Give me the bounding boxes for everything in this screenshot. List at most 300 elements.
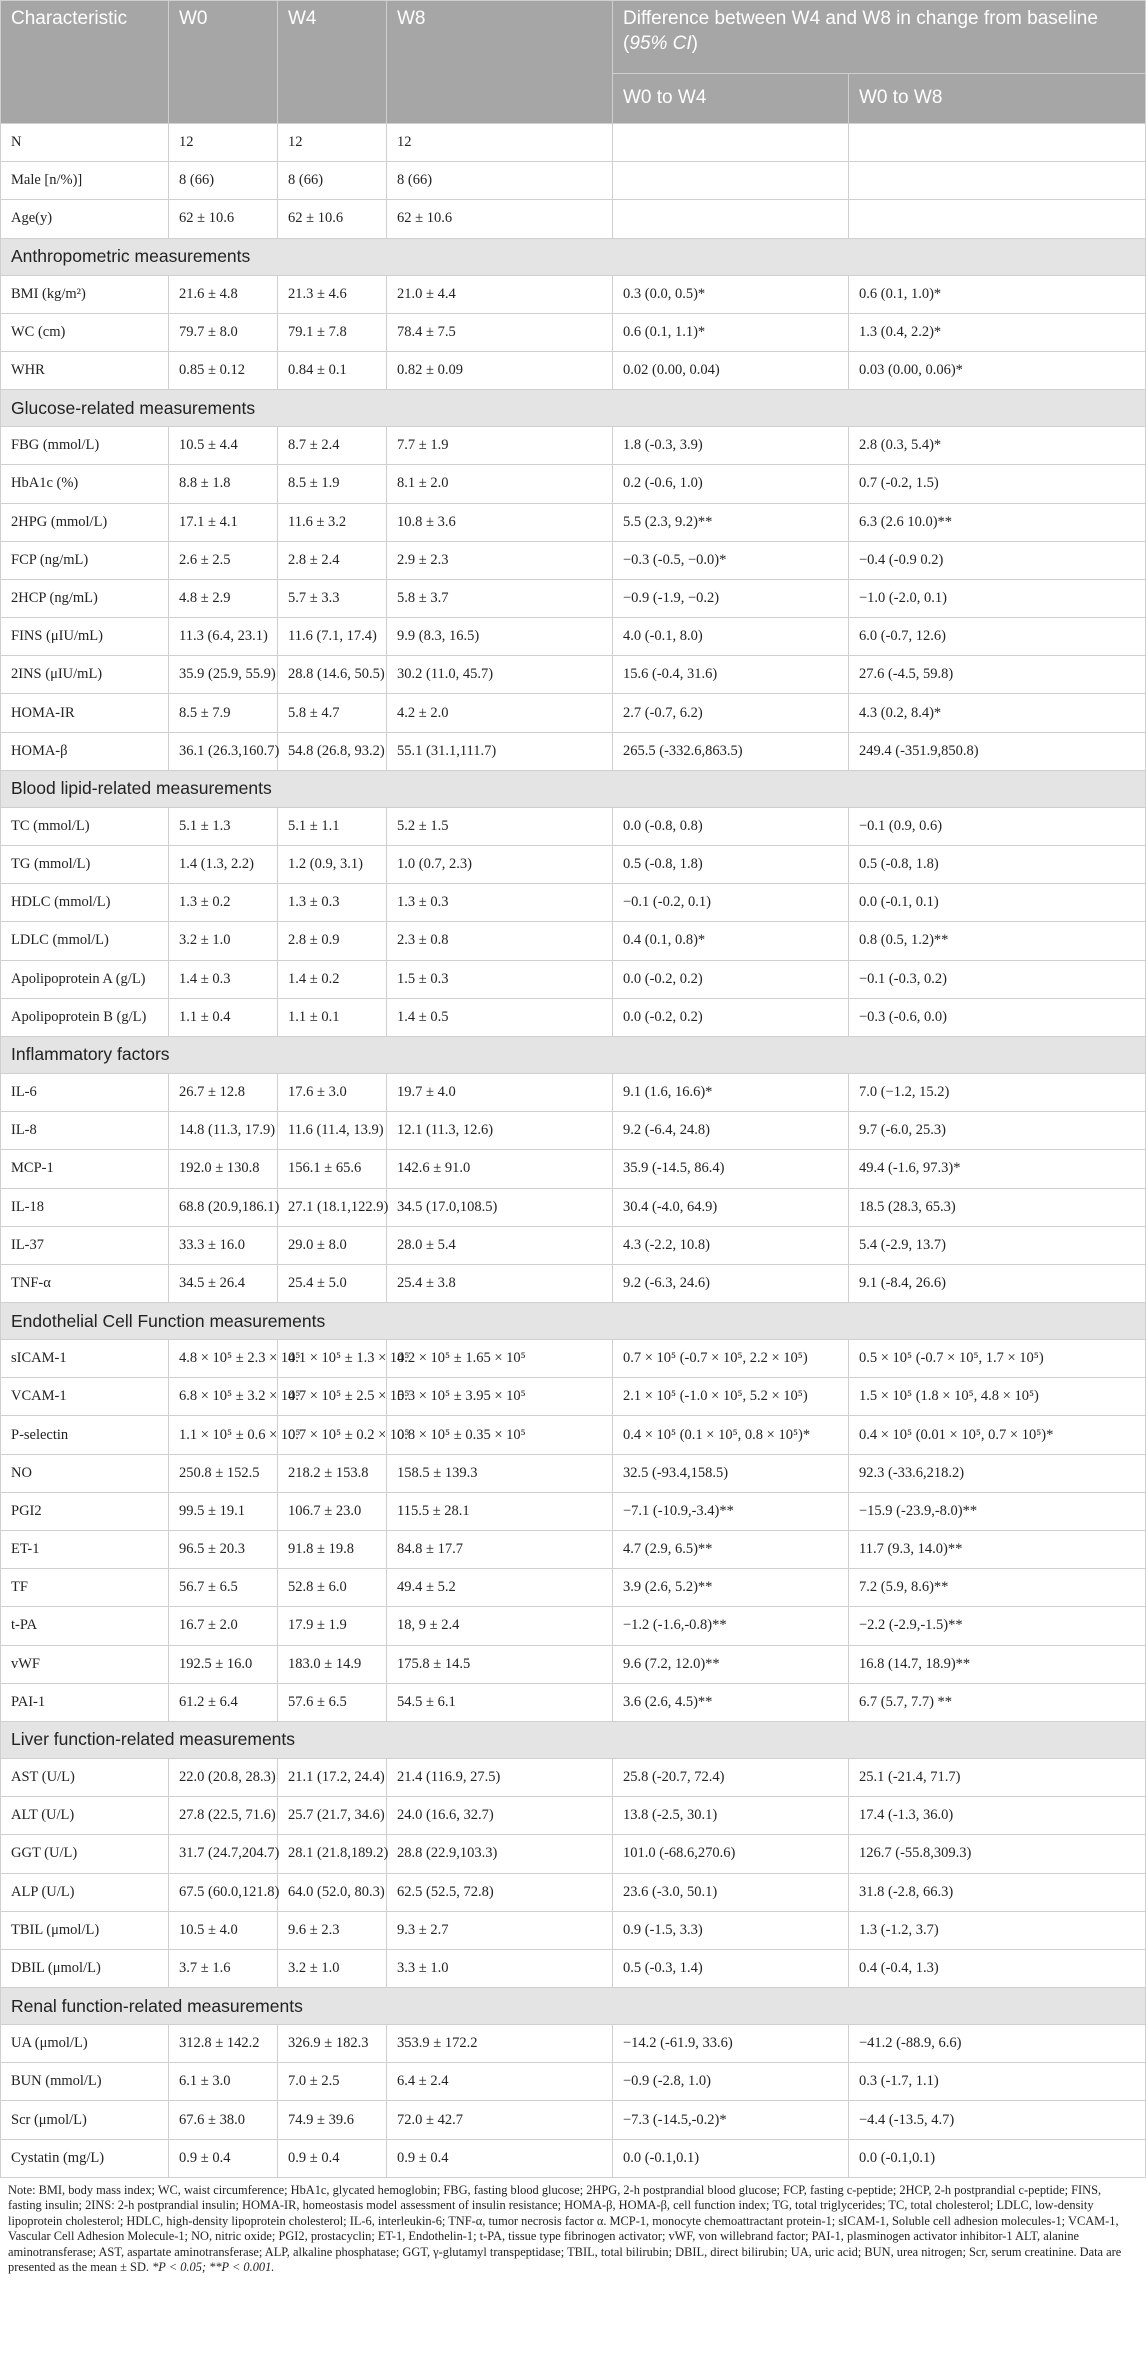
cell-w4: 27.1 (18.1,122.9) <box>278 1188 387 1226</box>
cell-w8: 9.3 ± 2.7 <box>387 1911 613 1949</box>
cell-w4: 5.1 ± 1.1 <box>278 807 387 845</box>
cell-characteristic: BUN (mmol/L) <box>1 2063 169 2101</box>
cell-w0-to-w4: −0.1 (-0.2, 0.1) <box>613 884 849 922</box>
cell-w4: 156.1 ± 65.6 <box>278 1150 387 1188</box>
cell-w4: 3.2 ± 1.0 <box>278 1949 387 1987</box>
cell-w0-to-w8: 5.4 (-2.9, 13.7) <box>849 1226 1146 1264</box>
cell-w8: 4.2 × 10⁵ ± 1.65 × 10⁵ <box>387 1340 613 1378</box>
cell-w0-to-w8 <box>849 162 1146 200</box>
header-characteristic: Characteristic <box>1 1 169 124</box>
cell-w0-to-w8: −41.2 (-88.9, 6.6) <box>849 2025 1146 2063</box>
cell-w0-to-w4 <box>613 124 849 162</box>
section-title: Blood lipid-related measurements <box>1 770 1146 807</box>
cell-w4: 25.4 ± 5.0 <box>278 1264 387 1302</box>
cell-w0-to-w4: 9.1 (1.6, 16.6)* <box>613 1073 849 1111</box>
cell-w0: 1.1 × 10⁵ ± 0.6 × 10⁵ <box>169 1416 278 1454</box>
cell-w4: 183.0 ± 14.9 <box>278 1645 387 1683</box>
cell-characteristic: vWF <box>1 1645 169 1683</box>
cell-characteristic: IL-18 <box>1 1188 169 1226</box>
table-row <box>1 884 1146 922</box>
cell-w8: 5.8 ± 3.7 <box>387 579 613 617</box>
cell-w8: 54.5 ± 6.1 <box>387 1683 613 1721</box>
cell-w8: 1.4 ± 0.5 <box>387 998 613 1036</box>
cell-w4: 17.9 ± 1.9 <box>278 1607 387 1645</box>
section-header <box>1 1303 1146 1340</box>
cell-w8: 28.0 ± 5.4 <box>387 1226 613 1264</box>
cell-w4: 218.2 ± 153.8 <box>278 1454 387 1492</box>
cell-w0: 4.8 × 10⁵ ± 2.3 × 10⁵ <box>169 1340 278 1378</box>
table-row <box>1 1340 1146 1378</box>
cell-characteristic: ALP (U/L) <box>1 1873 169 1911</box>
cell-w0: 12 <box>169 124 278 162</box>
cell-w0-to-w4: −7.1 (-10.9,-3.4)** <box>613 1492 849 1530</box>
cell-w0-to-w4: 35.9 (-14.5, 86.4) <box>613 1150 849 1188</box>
cell-w4: 62 ± 10.6 <box>278 200 387 238</box>
cell-w0-to-w8: 16.8 (14.7, 18.9)** <box>849 1645 1146 1683</box>
cell-w8: 34.5 (17.0,108.5) <box>387 1188 613 1226</box>
header-ci: 95% CI <box>629 32 692 54</box>
cell-w0-to-w8 <box>849 124 1146 162</box>
cell-w0: 33.3 ± 16.0 <box>169 1226 278 1264</box>
cell-w0: 35.9 (25.9, 55.9) <box>169 656 278 694</box>
cell-w0-to-w4: 4.0 (-0.1, 8.0) <box>613 618 849 656</box>
cell-w0-to-w8 <box>849 200 1146 238</box>
table-header <box>1 1 1146 124</box>
cell-w8: 3.3 ± 1.0 <box>387 1949 613 1987</box>
cell-w0-to-w8: 0.8 (0.5, 1.2)** <box>849 922 1146 960</box>
cell-w0-to-w4: 265.5 (-332.6,863.5) <box>613 732 849 770</box>
cell-w0-to-w4: 2.1 × 10⁵ (-1.0 × 10⁵, 5.2 × 10⁵) <box>613 1378 849 1416</box>
table-row <box>1 2025 1146 2063</box>
cell-w0-to-w8: 0.6 (0.1, 1.0)* <box>849 275 1146 313</box>
header-difference: Difference between W4 and W8 in change from baseline (95% CI) <box>613 1 1146 74</box>
cell-w0-to-w4: −0.3 (-0.5, −0.0)* <box>613 541 849 579</box>
cell-characteristic: Cystatin (mg/L) <box>1 2139 169 2177</box>
table-row <box>1 1264 1146 1302</box>
table-row <box>1 1835 1146 1873</box>
cell-w0: 27.8 (22.5, 71.6) <box>169 1797 278 1835</box>
cell-w0-to-w8: 2.8 (0.3, 5.4)* <box>849 427 1146 465</box>
cell-w0: 192.5 ± 16.0 <box>169 1645 278 1683</box>
cell-w0: 17.1 ± 4.1 <box>169 503 278 541</box>
cell-w0-to-w4: 0.0 (-0.1,0.1) <box>613 2139 849 2177</box>
cell-w4: 52.8 ± 6.0 <box>278 1569 387 1607</box>
cell-characteristic: AST (U/L) <box>1 1758 169 1796</box>
cell-w8: 1.3 ± 0.3 <box>387 884 613 922</box>
cell-characteristic: WC (cm) <box>1 313 169 351</box>
cell-characteristic: IL-6 <box>1 1073 169 1111</box>
cell-w4: 8 (66) <box>278 162 387 200</box>
cell-w0-to-w8: 6.0 (-0.7, 12.6) <box>849 618 1146 656</box>
cell-w4: 4.7 × 10⁵ ± 2.5 × 10⁵ <box>278 1378 387 1416</box>
cell-w0-to-w8: 25.1 (-21.4, 71.7) <box>849 1758 1146 1796</box>
cell-w8: 142.6 ± 91.0 <box>387 1150 613 1188</box>
cell-w8: 0.9 ± 0.4 <box>387 2139 613 2177</box>
cell-characteristic: WHR <box>1 351 169 389</box>
cell-characteristic: GGT (U/L) <box>1 1835 169 1873</box>
cell-w4: 25.7 (21.7, 34.6) <box>278 1797 387 1835</box>
table-row <box>1 579 1146 617</box>
cell-characteristic: FINS (μIU/mL) <box>1 618 169 656</box>
cell-characteristic: Age(y) <box>1 200 169 238</box>
cell-characteristic: IL-37 <box>1 1226 169 1264</box>
cell-characteristic: MCP-1 <box>1 1150 169 1188</box>
table-row <box>1 1150 1146 1188</box>
cell-w0-to-w8: 9.7 (-6.0, 25.3) <box>849 1112 1146 1150</box>
cell-w0: 96.5 ± 20.3 <box>169 1531 278 1569</box>
table-row <box>1 1607 1146 1645</box>
section-header <box>1 1721 1146 1758</box>
cell-w0: 21.6 ± 4.8 <box>169 275 278 313</box>
table-row <box>1 1797 1146 1835</box>
cell-w8: 78.4 ± 7.5 <box>387 313 613 351</box>
table-row <box>1 1073 1146 1111</box>
cell-w0-to-w4: −0.9 (-2.8, 1.0) <box>613 2063 849 2101</box>
cell-characteristic: VCAM-1 <box>1 1378 169 1416</box>
cell-w0-to-w8: 1.3 (0.4, 2.2)* <box>849 313 1146 351</box>
section-header <box>1 1036 1146 1073</box>
section-header <box>1 390 1146 427</box>
cell-w4: 79.1 ± 7.8 <box>278 313 387 351</box>
cell-w0: 36.1 (26.3,160.7) <box>169 732 278 770</box>
cell-w0: 3.2 ± 1.0 <box>169 922 278 960</box>
table-row <box>1 465 1146 503</box>
cell-w4: 17.6 ± 3.0 <box>278 1073 387 1111</box>
cell-w0-to-w4: 5.5 (2.3, 9.2)** <box>613 503 849 541</box>
cell-w0: 4.8 ± 2.9 <box>169 579 278 617</box>
cell-w4: 0.9 ± 0.4 <box>278 2139 387 2177</box>
cell-w0-to-w4: 0.0 (-0.2, 0.2) <box>613 998 849 1036</box>
table-row <box>1 162 1146 200</box>
cell-w0-to-w8: −0.1 (-0.3, 0.2) <box>849 960 1146 998</box>
cell-w0-to-w4: 23.6 (-3.0, 50.1) <box>613 1873 849 1911</box>
cell-w0-to-w8: 6.3 (2.6 10.0)** <box>849 503 1146 541</box>
cell-w0-to-w4: 0.4 × 10⁵ (0.1 × 10⁵, 0.8 × 10⁵)* <box>613 1416 849 1454</box>
cell-w8: 7.7 ± 1.9 <box>387 427 613 465</box>
cell-w0-to-w8: −2.2 (-2.9,-1.5)** <box>849 1607 1146 1645</box>
cell-w8: 19.7 ± 4.0 <box>387 1073 613 1111</box>
section-title: Inflammatory factors <box>1 1036 1146 1073</box>
cell-w8: 55.1 (31.1,111.7) <box>387 732 613 770</box>
section-header <box>1 1988 1146 2025</box>
table-row <box>1 427 1146 465</box>
table-row <box>1 1911 1146 1949</box>
cell-w4: 11.6 (7.1, 17.4) <box>278 618 387 656</box>
cell-w0-to-w4: 0.7 × 10⁵ (-0.7 × 10⁵, 2.2 × 10⁵) <box>613 1340 849 1378</box>
cell-w4: 21.1 (17.2, 24.4) <box>278 1758 387 1796</box>
cell-w8: 1.5 ± 0.3 <box>387 960 613 998</box>
cell-w0-to-w4: 15.6 (-0.4, 31.6) <box>613 656 849 694</box>
section-header <box>1 770 1146 807</box>
cell-w0-to-w4: 30.4 (-4.0, 64.9) <box>613 1188 849 1226</box>
cell-characteristic: NO <box>1 1454 169 1492</box>
cell-w8: 62 ± 10.6 <box>387 200 613 238</box>
cell-w0-to-w8: 92.3 (-33.6,218.2) <box>849 1454 1146 1492</box>
cell-characteristic: N <box>1 124 169 162</box>
cell-w8: 8 (66) <box>387 162 613 200</box>
cell-w4: 1.3 ± 0.3 <box>278 884 387 922</box>
cell-characteristic: P-selectin <box>1 1416 169 1454</box>
cell-w0: 2.6 ± 2.5 <box>169 541 278 579</box>
cell-w0-to-w8: 0.03 (0.00, 0.06)* <box>849 351 1146 389</box>
footnote-p1: *P < 0.05; <box>152 2260 207 2275</box>
cell-characteristic: IL-8 <box>1 1112 169 1150</box>
cell-w0: 312.8 ± 142.2 <box>169 2025 278 2063</box>
cell-w4: 326.9 ± 182.3 <box>278 2025 387 2063</box>
cell-w8: 8.1 ± 2.0 <box>387 465 613 503</box>
section-title: Anthropometric measurements <box>1 238 1146 275</box>
table-row <box>1 1188 1146 1226</box>
table-row <box>1 313 1146 351</box>
cell-w8: 21.4 (116.9, 27.5) <box>387 1758 613 1796</box>
cell-w0: 68.8 (20.9,186.1) <box>169 1188 278 1226</box>
table-row <box>1 1569 1146 1607</box>
section-header <box>1 238 1146 275</box>
cell-w0-to-w4: 4.7 (2.9, 6.5)** <box>613 1531 849 1569</box>
cell-w4: 11.6 ± 3.2 <box>278 503 387 541</box>
cell-w8: 72.0 ± 42.7 <box>387 2101 613 2139</box>
cell-w0: 8.5 ± 7.9 <box>169 694 278 732</box>
cell-w8: 175.8 ± 14.5 <box>387 1645 613 1683</box>
cell-w4: 1.4 ± 0.2 <box>278 960 387 998</box>
cell-w0: 61.2 ± 6.4 <box>169 1683 278 1721</box>
cell-w8: 2.9 ± 2.3 <box>387 541 613 579</box>
cell-w0-to-w4: −0.9 (-1.9, −0.2) <box>613 579 849 617</box>
cell-w0-to-w4: −7.3 (-14.5,-0.2)* <box>613 2101 849 2139</box>
cell-w0-to-w4: 13.8 (-2.5, 30.1) <box>613 1797 849 1835</box>
cell-w8: 62.5 (52.5, 72.8) <box>387 1873 613 1911</box>
table-row <box>1 503 1146 541</box>
cell-w0-to-w4: 9.2 (-6.4, 24.8) <box>613 1112 849 1150</box>
cell-w0-to-w8: 6.7 (5.7, 7.7) ** <box>849 1683 1146 1721</box>
cell-w8: 1.0 (0.7, 2.3) <box>387 846 613 884</box>
cell-w8: 5.2 ± 1.5 <box>387 807 613 845</box>
table-row <box>1 1758 1146 1796</box>
cell-characteristic: HOMA-IR <box>1 694 169 732</box>
table-row <box>1 2139 1146 2177</box>
cell-w4: 74.9 ± 39.6 <box>278 2101 387 2139</box>
table-row <box>1 732 1146 770</box>
cell-characteristic: 2HCP (ng/mL) <box>1 579 169 617</box>
cell-w0: 0.85 ± 0.12 <box>169 351 278 389</box>
table-row <box>1 656 1146 694</box>
cell-w0-to-w8: 7.2 (5.9, 8.6)** <box>849 1569 1146 1607</box>
cell-w0: 99.5 ± 19.1 <box>169 1492 278 1530</box>
cell-w8: 2.3 ± 0.8 <box>387 922 613 960</box>
cell-w0-to-w4: 0.4 (0.1, 0.8)* <box>613 922 849 960</box>
cell-characteristic: TNF-α <box>1 1264 169 1302</box>
cell-w4: 64.0 (52.0, 80.3) <box>278 1873 387 1911</box>
cell-characteristic: Apolipoprotein A (g/L) <box>1 960 169 998</box>
table-row <box>1 846 1146 884</box>
cell-w8: 49.4 ± 5.2 <box>387 1569 613 1607</box>
cell-w0-to-w4: 0.3 (0.0, 0.5)* <box>613 275 849 313</box>
cell-w8: 12 <box>387 124 613 162</box>
cell-w4: 12 <box>278 124 387 162</box>
table-row <box>1 1645 1146 1683</box>
cell-w0-to-w4: 25.8 (-20.7, 72.4) <box>613 1758 849 1796</box>
cell-w0-to-w4: 101.0 (-68.6,270.6) <box>613 1835 849 1873</box>
table-row <box>1 1683 1146 1721</box>
cell-w0-to-w8: 27.6 (-4.5, 59.8) <box>849 656 1146 694</box>
table-row <box>1 1226 1146 1264</box>
section-title: Liver function-related measurements <box>1 1721 1146 1758</box>
table-row <box>1 541 1146 579</box>
cell-w4: 9.6 ± 2.3 <box>278 1911 387 1949</box>
table-footnote <box>0 2178 1145 2276</box>
table-row <box>1 694 1146 732</box>
cell-w0-to-w8: −0.4 (-0.9 0.2) <box>849 541 1146 579</box>
cell-w0-to-w4 <box>613 200 849 238</box>
cell-characteristic: LDLC (mmol/L) <box>1 922 169 960</box>
cell-w0: 1.4 (1.3, 2.2) <box>169 846 278 884</box>
cell-w8: 0.8 × 10⁵ ± 0.35 × 10⁵ <box>387 1416 613 1454</box>
cell-w0-to-w4: 3.6 (2.6, 4.5)** <box>613 1683 849 1721</box>
cell-w0-to-w8: 249.4 (-351.9,850.8) <box>849 732 1146 770</box>
cell-characteristic: BMI (kg/m²) <box>1 275 169 313</box>
cell-w8: 115.5 ± 28.1 <box>387 1492 613 1530</box>
cell-w4: 8.7 ± 2.4 <box>278 427 387 465</box>
cell-w0-to-w4: 32.5 (-93.4,158.5) <box>613 1454 849 1492</box>
cell-characteristic: t-PA <box>1 1607 169 1645</box>
table-row <box>1 922 1146 960</box>
table-row <box>1 1378 1146 1416</box>
cell-w8: 24.0 (16.6, 32.7) <box>387 1797 613 1835</box>
table-row <box>1 618 1146 656</box>
cell-characteristic: PAI-1 <box>1 1683 169 1721</box>
cell-w8: 10.8 ± 3.6 <box>387 503 613 541</box>
cell-w0: 31.7 (24.7,204.7) <box>169 1835 278 1873</box>
table-row <box>1 1492 1146 1530</box>
table-row <box>1 1454 1146 1492</box>
cell-w0: 8.8 ± 1.8 <box>169 465 278 503</box>
header-difference-label: Difference between W4 and W8 in change from baseline <box>623 8 1098 29</box>
cell-w0: 8 (66) <box>169 162 278 200</box>
cell-w4: 1.2 (0.9, 3.1) <box>278 846 387 884</box>
cell-w4: 1.1 ± 0.1 <box>278 998 387 1036</box>
table-row <box>1 1531 1146 1569</box>
cell-characteristic: HbA1c (%) <box>1 465 169 503</box>
cell-w0-to-w8: −1.0 (-2.0, 0.1) <box>849 579 1146 617</box>
cell-w0-to-w4: 0.02 (0.00, 0.04) <box>613 351 849 389</box>
section-title: Glucose-related measurements <box>1 390 1146 427</box>
cell-w0-to-w4: 4.3 (-2.2, 10.8) <box>613 1226 849 1264</box>
cell-w0-to-w8: 1.3 (-1.2, 3.7) <box>849 1911 1146 1949</box>
cell-characteristic: DBIL (μmol/L) <box>1 1949 169 1987</box>
cell-w0: 16.7 ± 2.0 <box>169 1607 278 1645</box>
cell-w0: 6.8 × 10⁵ ± 3.2 × 10⁵ <box>169 1378 278 1416</box>
header-w0: W0 <box>169 1 278 124</box>
cell-w0-to-w4: 1.8 (-0.3, 3.9) <box>613 427 849 465</box>
cell-w8: 0.82 ± 0.09 <box>387 351 613 389</box>
cell-w4: 28.1 (21.8,189.2) <box>278 1835 387 1873</box>
cell-w0-to-w8: 18.5 (28.3, 65.3) <box>849 1188 1146 1226</box>
header-w0-to-w4: W0 to W4 <box>613 74 849 124</box>
cell-w0-to-w8: −4.4 (-13.5, 4.7) <box>849 2101 1146 2139</box>
cell-w4: 106.7 ± 23.0 <box>278 1492 387 1530</box>
cell-w0-to-w4: 0.0 (-0.2, 0.2) <box>613 960 849 998</box>
cell-w0: 11.3 (6.4, 23.1) <box>169 618 278 656</box>
cell-characteristic: PGI2 <box>1 1492 169 1530</box>
cell-w8: 5.3 × 10⁵ ± 3.95 × 10⁵ <box>387 1378 613 1416</box>
cell-w0: 62 ± 10.6 <box>169 200 278 238</box>
table-row <box>1 998 1146 1036</box>
cell-w0-to-w8: 4.3 (0.2, 8.4)* <box>849 694 1146 732</box>
cell-w8: 9.9 (8.3, 16.5) <box>387 618 613 656</box>
cell-w4: 4.1 × 10⁵ ± 1.3 × 10⁵ <box>278 1340 387 1378</box>
cell-characteristic: ALT (U/L) <box>1 1797 169 1835</box>
cell-characteristic: HOMA-β <box>1 732 169 770</box>
table-row <box>1 1949 1146 1987</box>
cell-w4: 28.8 (14.6, 50.5) <box>278 656 387 694</box>
cell-w4: 2.8 ± 2.4 <box>278 541 387 579</box>
cell-w0-to-w4: 2.7 (-0.7, 6.2) <box>613 694 849 732</box>
cell-w8: 21.0 ± 4.4 <box>387 275 613 313</box>
cell-characteristic: UA (μmol/L) <box>1 2025 169 2063</box>
cell-w0: 67.5 (60.0,121.8) <box>169 1873 278 1911</box>
cell-w0-to-w4: 9.6 (7.2, 12.0)** <box>613 1645 849 1683</box>
cell-characteristic: Apolipoprotein B (g/L) <box>1 998 169 1036</box>
cell-w0: 14.8 (11.3, 17.9) <box>169 1112 278 1150</box>
cell-w4: 5.7 ± 3.3 <box>278 579 387 617</box>
table-row <box>1 275 1146 313</box>
cell-w0-to-w8: 0.3 (-1.7, 1.1) <box>849 2063 1146 2101</box>
cell-characteristic: FCP (ng/mL) <box>1 541 169 579</box>
cell-w8: 353.9 ± 172.2 <box>387 2025 613 2063</box>
cell-w0: 1.1 ± 0.4 <box>169 998 278 1036</box>
cell-w4: 5.8 ± 4.7 <box>278 694 387 732</box>
cell-w0-to-w8: 49.4 (-1.6, 97.3)* <box>849 1150 1146 1188</box>
section-title: Renal function-related measurements <box>1 1988 1146 2025</box>
table-row <box>1 200 1146 238</box>
table-row <box>1 1416 1146 1454</box>
cell-w8: 25.4 ± 3.8 <box>387 1264 613 1302</box>
table-row <box>1 351 1146 389</box>
table-row <box>1 807 1146 845</box>
cell-w4: 7.0 ± 2.5 <box>278 2063 387 2101</box>
cell-w8: 6.4 ± 2.4 <box>387 2063 613 2101</box>
cell-w8: 30.2 (11.0, 45.7) <box>387 656 613 694</box>
cell-w0-to-w4: 0.2 (-0.6, 1.0) <box>613 465 849 503</box>
cell-characteristic: ET-1 <box>1 1531 169 1569</box>
cell-w0: 79.7 ± 8.0 <box>169 313 278 351</box>
cell-w8: 28.8 (22.9,103.3) <box>387 1835 613 1873</box>
cell-w0-to-w8: 0.0 (-0.1,0.1) <box>849 2139 1146 2177</box>
cell-w0-to-w8: 0.4 × 10⁵ (0.01 × 10⁵, 0.7 × 10⁵)* <box>849 1416 1146 1454</box>
cell-w0: 1.3 ± 0.2 <box>169 884 278 922</box>
table-body <box>1 124 1146 2178</box>
cell-characteristic: 2INS (μIU/mL) <box>1 656 169 694</box>
cell-w0-to-w4: 9.2 (-6.3, 24.6) <box>613 1264 849 1302</box>
cell-w0-to-w4: 0.9 (-1.5, 3.3) <box>613 1911 849 1949</box>
cell-w0-to-w4: 0.5 (-0.3, 1.4) <box>613 1949 849 1987</box>
cell-w0-to-w8: 0.5 (-0.8, 1.8) <box>849 846 1146 884</box>
cell-w0-to-w8: 11.7 (9.3, 14.0)** <box>849 1531 1146 1569</box>
cell-w0: 192.0 ± 130.8 <box>169 1150 278 1188</box>
cell-w8: 18, 9 ± 2.4 <box>387 1607 613 1645</box>
cell-w0: 250.8 ± 152.5 <box>169 1454 278 1492</box>
cell-characteristic: Scr (μmol/L) <box>1 2101 169 2139</box>
cell-w4: 0.84 ± 0.1 <box>278 351 387 389</box>
table-row <box>1 960 1146 998</box>
cell-w0-to-w8: 17.4 (-1.3, 36.0) <box>849 1797 1146 1835</box>
cell-w0: 0.9 ± 0.4 <box>169 2139 278 2177</box>
cell-characteristic: sICAM-1 <box>1 1340 169 1378</box>
cell-characteristic: TBIL (μmol/L) <box>1 1911 169 1949</box>
cell-w8: 158.5 ± 139.3 <box>387 1454 613 1492</box>
cell-w0: 34.5 ± 26.4 <box>169 1264 278 1302</box>
cell-w8: 84.8 ± 17.7 <box>387 1531 613 1569</box>
